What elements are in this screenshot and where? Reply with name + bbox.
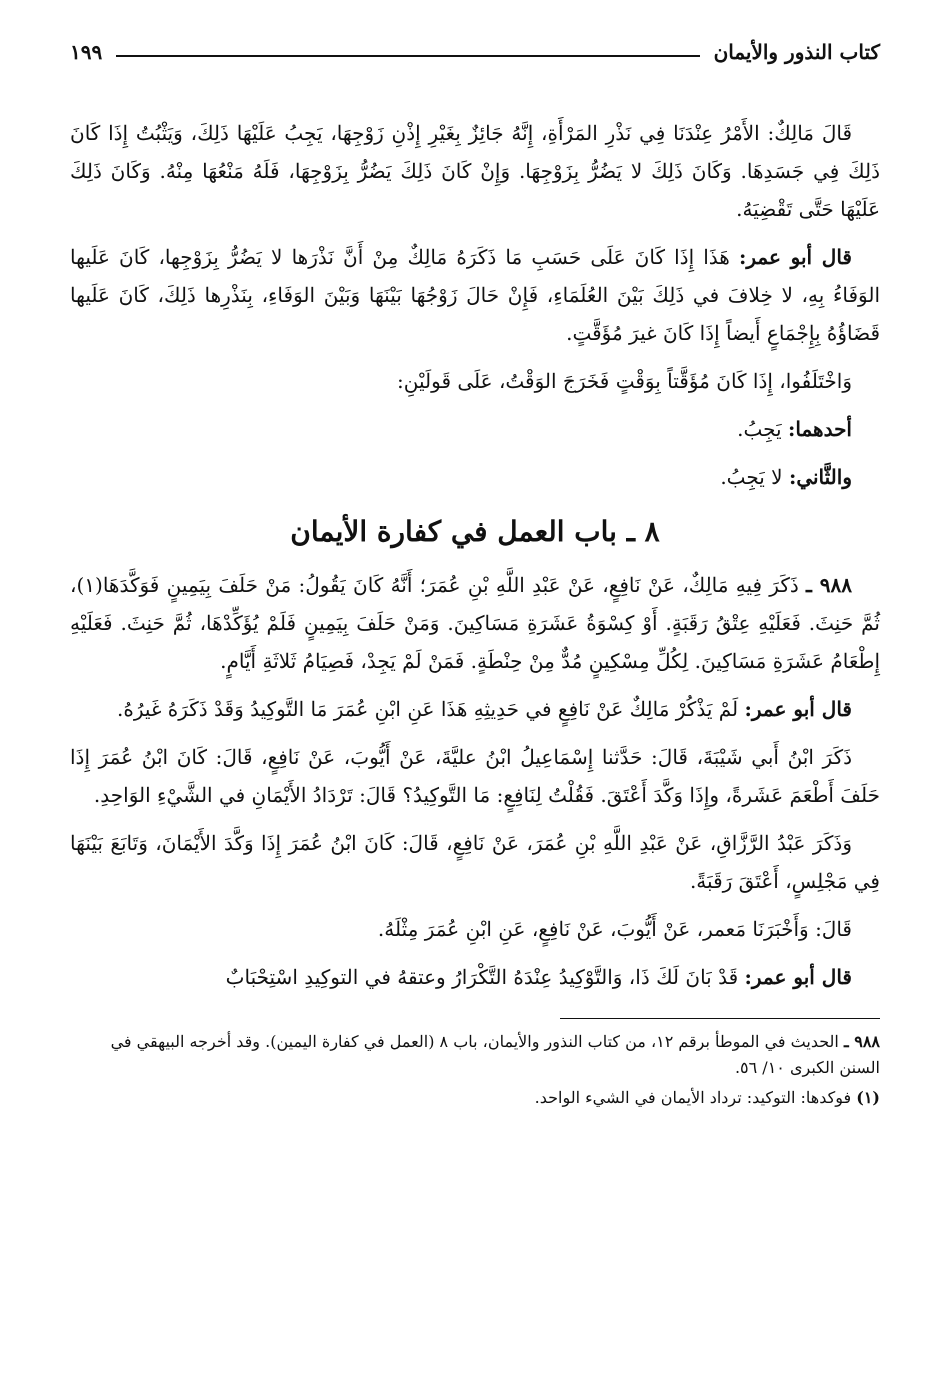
paragraph-abu-umar-tawkid — [70, 690, 880, 728]
paragraph-text: وَذَكَرَ عَبْدُ الرَّزَّاقِ، عَنْ عَبْدِ اللَّهِ بْنِ عُمَرَ، عَنْ نَافِعٍ، قَالَ: كَانَ ابْنُ عُمَرَ إِذَا وَكَّدَ الأَيْمَانَ، وَتَابَعَ بَيْنَهَا فِي مَجْلِسٍ، أَعْتَقَ رَقَبَةً. — [70, 831, 880, 893]
footnote-label: ٩٨٨ ـ — [843, 1032, 880, 1051]
speaker-label: أحدهما: — [787, 417, 852, 441]
footnote-text: الحديث في الموطأ برقم ١٢، من كتاب النذور والأيمان، باب ٨ (العمل في كفارة اليمين). وقد أخرجه البيهقي في السنن الكبرى ١٠/ ٥٦. — [110, 1032, 880, 1077]
paragraph-abd-al-razzaq — [70, 824, 880, 900]
paragraph-text: ذَكَرَ فِيهِ مَالِكٌ، عَنْ نَافِعٍ، عَنْ عَبْدِ اللَّهِ بْنِ عُمَرَ؛ أَنَّهُ كَانَ يَقُولُ: مَنْ حَلَفَ بِيَمِينٍ فَوَكَّدَهَا(١)، ثُمَّ حَنِثَ. فَعَلَيْهِ عِتْقُ رَقَبَةٍ. أَوْ كِسْوَةُ عَشَرَةِ مَسَاكِينَ. وَمَنْ حَلَفَ بِيَمِينٍ فَلَمْ يُؤَكِّدْهَا، ثُمَّ حَنِثَ. فَعَلَيْهِ إِطْعَامُ عَشَرَةِ مَسَاكِينَ. لِكُلِّ مِسْكِينٍ مُدٌّ مِنْ حِنْطَةٍ. فَمَنْ لَمْ يَجِدْ، فَصِيَامُ ثَلاثَةِ أَيَّامٍ. — [70, 573, 880, 673]
book-title: كتاب النذور والأيمان — [713, 40, 880, 64]
paragraph-text: وَاخْتَلَفُوا، إِذَا كَانَ مُؤَقَّتاً بِوَقْتٍ فَخَرَجَ الوَقْتُ، عَلَى قَولَيْنِ: — [397, 369, 852, 393]
speaker-label: قال أبو عمر: — [744, 965, 852, 989]
paragraph-text: هَذَا إِذَا كَانَ عَلَى حَسَبِ مَا ذَكَرَهُ مَالِكٌ مِنْ أَنَّ نَذْرَها لا يَضُرُّ بِزَوْجِها، كَانَ عَلَيها الوَفَاءُ بِهِ، لا خِلافَ في ذَلِكَ بَيْنَ العُلَمَاءِ، فَإِنْ حَالَ زَوْجُهَا بَيْنَهَا وَبَيْنَ الوَفَاءِ، بِنَذْرِها ذَلِكَ، كَانَ عَلَيها قَضَاؤُهُ بِإِجْمَاعٍ أَيضاً إِذَا كَانَ غيرَ مُؤَقَّتٍ. — [70, 245, 880, 345]
paragraph-text: قَدْ بَانَ لَكَ ذَا، وَالتَّوْكِيدُ عِنْدَهُ التَّكْرَارُ وعتقهُ في التوكِيدِ اسْتِحْبَابٌ — [225, 965, 739, 989]
speaker-label: قال أبو عمر: — [744, 697, 852, 721]
footnote-label: (١) — [856, 1088, 880, 1107]
paragraph-abu-umar-comment — [70, 238, 880, 352]
footnote-1 — [70, 1085, 880, 1111]
paragraph-text: ذَكَرَ ابْنُ أَبي شَيْبَةَ، قَالَ: حَدَّثنا إِسْمَاعِيلُ ابْنُ عليَّةَ، عَنْ أَيُّوبَ، عَنْ نَافِعٍ، قَالَ: كَانَ ابْنُ عُمَرَ إِذَا حَلَفَ أَطْعَمَ عَشَرةً، وإِذَا وَكَّدَ أَعْتَقَ. فَقُلْتُ لِنَافِعٍ: مَا التَّوكِيدُ؟ قَالَ: تَرْدَادُ الأَيْمَانِ في الشَّيْءِ الوَاحِدِ. — [70, 745, 880, 807]
chapter-heading: ٨ ـ باب العمل في كفارة الأيمان — [290, 515, 660, 548]
speaker-label: والثَّاني: — [788, 465, 852, 489]
paragraph-text: قَالَ: وَأَخْبَرَنَا مَعمر، عَنْ أَيُّوبَ، عَنْ نَافِعٍ، عَنِ ابْنِ عُمَرَ مِثْلَهُ. — [377, 917, 852, 941]
paragraph-second-opinion — [70, 458, 880, 496]
main-text — [70, 114, 880, 996]
footnotes — [70, 1029, 880, 1111]
footnote-988 — [70, 1029, 880, 1081]
paragraph-abu-umar-conclusion — [70, 958, 880, 996]
paragraph-text: يَجِبُ. — [737, 417, 782, 441]
paragraph-text: قَالَ مَالِكٌ: الأَمْرُ عِنْدَنَا فِي نَذْرِ المَرْأَةِ، إِنَّهُ جَائِزٌ بِغَيْرِ إِذْنِ زَوْجِهَا، يَجِبُ عَلَيْهَا ذَلِكَ، وَيَثْبُتُ إِذَا كَانَ ذَلِكَ فِي جَسَدِهَا. وَكَانَ ذَلِكَ لا يَضُرُّ بِزَوْجِهَا. وَإِنْ كَانَ ذَلِكَ يَضُرُّ بِزَوْجِهَا، فَلَهُ مَنْعُهَا مِنْهُ. وَكَانَ ذَلِكَ عَلَيْهَا حَتَّى تَقْضِيَهُ. — [70, 121, 880, 221]
book-page — [70, 30, 880, 1380]
paragraph-disagreement — [70, 362, 880, 400]
page-number: ١٩٩ — [70, 40, 103, 64]
paragraph-malik-ruling — [70, 114, 880, 228]
paragraph-text: لا يَجِبُ. — [720, 465, 783, 489]
running-header — [70, 30, 880, 74]
footnote-text: فوكدها: التوكيد: ترداد الأيمان في الشيء الواحد. — [534, 1088, 852, 1107]
header-rule — [116, 55, 699, 57]
paragraph-first-opinion — [70, 410, 880, 448]
speaker-label: قال أبو عمر: — [738, 245, 852, 269]
hadith-number: ٩٨٨ ـ — [806, 573, 853, 597]
paragraph-ibn-abi-shayba — [70, 738, 880, 814]
paragraph-text: لَمْ يَذْكُرْ مَالِكٌ عَنْ نَافِعٍ في حَدِيثِهِ هَذَا عَنِ ابْنِ عُمَرَ مَا التَّوكِيدُ وَقَدْ ذَكَرَهُ غَيرُهُ. — [117, 697, 739, 721]
paragraph-mamar — [70, 910, 880, 948]
footnote-separator — [560, 1018, 880, 1019]
paragraph-hadith-988 — [70, 566, 880, 680]
